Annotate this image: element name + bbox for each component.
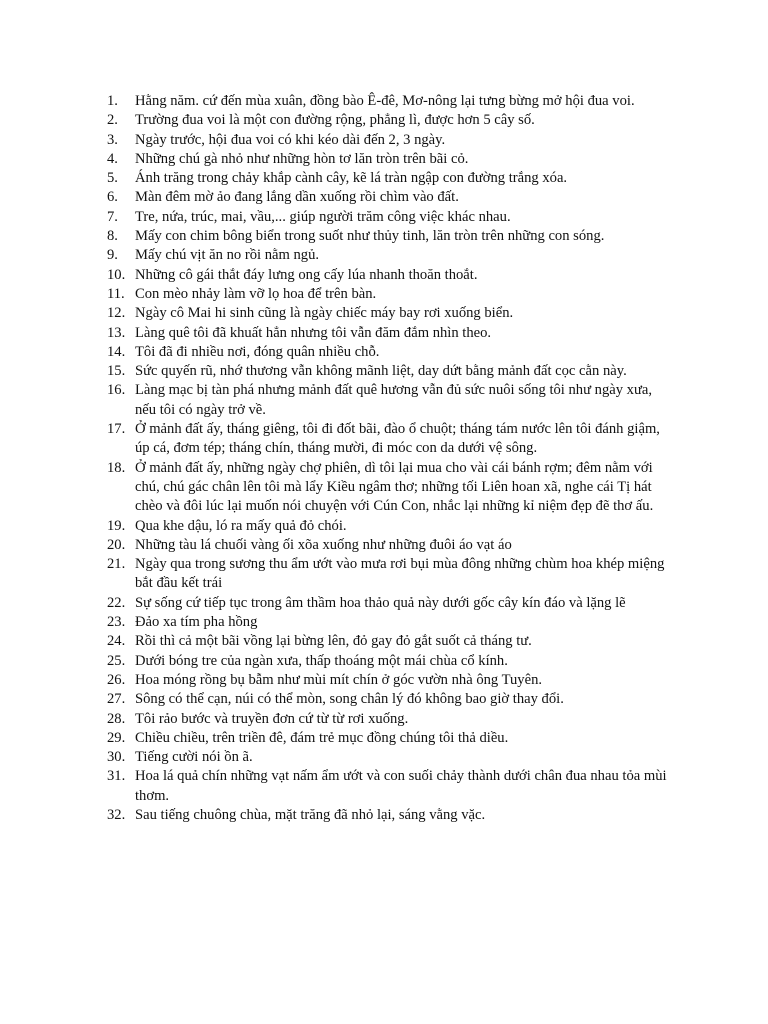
list-item-text: Hằng năm. cứ đến mùa xuân, đồng bào Ê-đê, Mơ-nông lại tưng bừng mở hội đua voi. — [135, 93, 635, 109]
list-item-text: Đảo xa tím pha hồng — [135, 614, 258, 631]
list-item-text: Ở mảnh đất ấy, những ngày chợ phiên, dì tôi lại mua cho vài cái bánh rợm; đêm nằm với chú, chú gác chân lên tôi mà lẩy Kiều ngâm thơ; những tối Liên hoan xã, nghe cái Tị hát chèo và đôi lúc lại muốn nói chuyện với Cún Con, nhắc lại những kỉ niệm đẹp đẽ thơ ấu. — [135, 459, 654, 515]
list-item — [107, 767, 675, 806]
list-item-number: 28. — [107, 710, 126, 727]
list-item-text: Sau tiếng chuông chùa, mặt trăng đã nhỏ lại, sáng vằng vặc. — [135, 806, 486, 823]
list-item-number: 2. — [107, 112, 118, 129]
list-item-text: Ngày qua trong sương thu ẩm ướt vào mưa rơi bụi mùa đông những chùm hoa khép miệng bắt đầu kết trái — [135, 556, 665, 592]
list-item-text: Trường đua voi là một con đường rộng, phẳng lì, được hơn 5 cây số. — [135, 112, 535, 129]
list-item — [107, 169, 675, 188]
list-item — [107, 459, 675, 517]
list-item-number: 19. — [107, 517, 126, 534]
list-item-number: 32. — [107, 806, 126, 823]
list-item — [107, 555, 675, 594]
list-item — [107, 652, 675, 671]
list-item-text: Những chú gà nhỏ như những hòn tơ lăn tròn trên bãi cỏ. — [135, 150, 469, 167]
list-item-number: 9. — [107, 247, 118, 264]
list-item — [107, 381, 675, 420]
list-item-number: 22. — [107, 594, 126, 611]
list-item-number: 20. — [107, 536, 126, 553]
list-item-number: 8. — [107, 228, 118, 245]
list-item — [107, 92, 675, 111]
list-item — [107, 362, 675, 381]
list-item — [107, 748, 675, 767]
list-item — [107, 131, 675, 150]
list-item — [107, 285, 675, 304]
list-item — [107, 227, 675, 246]
list-item — [107, 150, 675, 169]
list-item-number: 17. — [107, 421, 126, 438]
list-item — [107, 266, 675, 285]
list-item-text: Ngày trước, hội đua voi có khi kéo dài đến 2, 3 ngày. — [135, 131, 446, 148]
list-item-number: 16. — [107, 382, 126, 399]
list-item — [107, 246, 675, 265]
list-item-number: 13. — [107, 324, 126, 341]
list-item-text: Làng quê tôi đã khuất hẳn nhưng tôi vẫn đăm đắm nhìn theo. — [135, 324, 492, 341]
list-item-text: Dưới bóng tre của ngàn xưa, thấp thoáng một mái chùa cổ kính. — [135, 652, 508, 669]
list-item — [107, 517, 675, 536]
list-item-number: 15. — [107, 363, 126, 380]
list-item-text: Làng mạc bị tàn phá nhưng mảnh đất quê hương vẫn đủ sức nuôi sống tôi như ngày xưa, nếu tôi có ngày trở về. — [135, 382, 653, 418]
list-item — [107, 690, 675, 709]
list-item-text: Sông có thể cạn, núi có thể mòn, song chân lý đó không bao giờ thay đổi. — [135, 691, 564, 708]
list-item-text: Những cô gái thắt đáy lưng ong cấy lúa nhanh thoăn thoắt. — [135, 266, 478, 283]
list-item — [107, 188, 675, 207]
list-item-text: Ánh trăng trong chảy khắp cành cây, kẽ lá tràn ngập con đường trắng xóa. — [135, 170, 568, 187]
list-item — [107, 671, 675, 690]
list-item-number: 4. — [107, 150, 118, 167]
list-item-number: 12. — [107, 305, 126, 322]
list-item-number: 5. — [107, 170, 118, 187]
list-item-text: Những tàu lá chuối vàng ối xõa xuống như những đuôi áo vạt áo — [135, 536, 512, 553]
list-item-text: Con mèo nhảy làm vỡ lọ hoa để trên bàn. — [135, 285, 377, 302]
list-item-text: Mấy chú vịt ăn no rồi nằm ngủ. — [135, 247, 320, 264]
list-item-text: Ở mảnh đất ấy, tháng giêng, tôi đi đốt bãi, đào ổ chuột; tháng tám nước lên tôi đánh giậm, úp cá, đơm tép; tháng chín, tháng mười, đi móc con da dưới vệ sông. — [135, 421, 660, 457]
list-item — [107, 111, 675, 130]
sentence-list — [107, 92, 675, 825]
list-item-number: 10. — [107, 266, 126, 283]
list-item-number: 31. — [107, 768, 126, 785]
list-item-number: 7. — [107, 208, 118, 225]
list-item-number: 21. — [107, 556, 126, 573]
list-item-text: Sức quyến rũ, nhớ thương vẫn không mãnh liệt, day dứt bằng mảnh đất cọc cằn này. — [135, 363, 627, 380]
list-item-text: Sự sống cứ tiếp tục trong âm thầm hoa thảo quả này dưới gốc cây kín đáo và lặng lẽ — [135, 594, 626, 611]
list-item-text: Qua khe dậu, ló ra mấy quả đỏ chói. — [135, 517, 347, 534]
list-item-number: 24. — [107, 633, 126, 650]
list-item — [107, 632, 675, 651]
list-item-number: 30. — [107, 749, 126, 766]
list-item-number: 26. — [107, 671, 126, 688]
list-item-number: 27. — [107, 691, 126, 708]
list-item-text: Tre, nứa, trúc, mai, vầu,... giúp người trăm công việc khác nhau. — [135, 208, 511, 225]
list-item-number: 18. — [107, 459, 126, 476]
list-item-number: 11. — [107, 285, 125, 302]
list-item — [107, 613, 675, 632]
list-item — [107, 806, 675, 825]
list-item — [107, 420, 675, 459]
list-item-text: Chiều chiều, trên triền đê, đám trẻ mục đồng chúng tôi thả diều. — [135, 729, 509, 746]
list-item-number: 29. — [107, 729, 126, 746]
list-item-text: Tiếng cười nói ồn ã. — [135, 749, 253, 766]
list-item-text: Tôi rảo bước và truyền đơn cứ từ từ rơi xuống. — [135, 710, 409, 727]
list-item — [107, 536, 675, 555]
list-item-number: 23. — [107, 614, 126, 631]
list-item — [107, 594, 675, 613]
list-item — [107, 710, 675, 729]
list-item-number: 6. — [107, 189, 118, 206]
list-item-text: Ngày cô Mai hi sinh cũng là ngày chiếc máy bay rơi xuống biển. — [135, 305, 514, 322]
list-item — [107, 343, 675, 362]
list-item — [107, 324, 675, 343]
list-item — [107, 304, 675, 323]
list-item-text: Rồi thì cả một bãi vồng lại bừng lên, đỏ gay đỏ gắt suốt cả tháng tư. — [135, 633, 532, 650]
list-item-text: Màn đêm mờ ảo đang lắng dần xuống rồi chìm vào đất. — [135, 189, 459, 206]
list-item-text: Hoa lá quả chín những vạt nấm ẩm ướt và con suối chảy thành dưới chân đua nhau tỏa mùi thơm. — [135, 768, 667, 804]
list-item-number: 1. — [107, 93, 118, 109]
list-item-number: 3. — [107, 131, 118, 148]
list-item-text: Mấy con chim bông biển trong suốt như thủy tinh, lăn tròn trên những con sóng. — [135, 228, 605, 245]
list-item — [107, 208, 675, 227]
list-item-text: Tôi đã đi nhiều nơi, đóng quân nhiều chỗ. — [135, 343, 380, 360]
list-item-number: 14. — [107, 343, 126, 360]
list-item — [107, 729, 675, 748]
list-item-number: 25. — [107, 652, 126, 669]
list-item-text: Hoa móng rồng bụ bẫm như mùi mít chín ở góc vườn nhà ông Tuyên. — [135, 671, 543, 688]
